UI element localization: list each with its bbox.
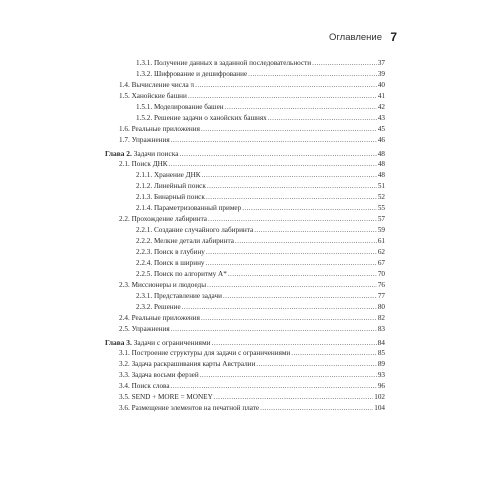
toc-entry-label [119,324,170,335]
toc-entry-title: 1.7. Упражнения [119,136,170,144]
toc-entry-page: 45 [377,125,385,133]
toc-entry[interactable] [136,113,385,124]
toc-entry[interactable] [136,58,385,69]
toc-entry-page: 51 [377,182,385,190]
dot-leader [256,359,376,370]
toc-entry[interactable] [119,359,385,370]
toc-entry-label [136,170,201,181]
toc-entry[interactable] [119,135,385,146]
toc-entry-title: 2.5. Упражнения [119,325,170,333]
toc-entry-title: 2.3. Миссионеры и людоеды [119,281,207,289]
toc-entry[interactable] [119,348,385,359]
toc-entry-page: 37 [377,59,385,67]
dot-leader [171,135,377,146]
dot-leader [248,69,377,80]
dot-leader [200,370,377,381]
toc-chapter-entry[interactable] [105,337,385,348]
toc-entry[interactable] [119,91,385,102]
toc-entry-title: 1.3.2. Шифрование и дешифрование [136,70,248,78]
toc-entry-title: 3.2. Задача раскрашивания карты Австралии [119,360,256,368]
toc-entry[interactable] [136,69,385,80]
toc-entry-label [119,91,187,102]
toc-entry-label [136,302,181,313]
toc-entry-label [119,348,290,359]
toc-entry[interactable] [119,159,385,170]
toc-entry[interactable] [136,302,385,313]
toc-entry-label [136,113,267,124]
dot-leader [214,392,373,403]
toc-entry-label [136,58,311,69]
dot-leader [260,403,373,414]
toc-entry-label [136,236,234,247]
dot-leader [268,113,377,124]
toc-entry-label [119,124,200,135]
toc-entry-title: 3.4. Поиск слова [119,382,170,390]
toc-entry-title: 1.3.1. Получение данных в заданной последовательности [136,59,312,67]
toc-entry-page: 42 [377,103,385,111]
dot-leader [201,313,377,324]
toc-entry-title: 2.2. Прохождение лабиринта [119,215,207,223]
toc-entry-label [119,135,170,146]
toc-entry[interactable] [136,192,385,203]
dot-leader [223,291,377,302]
toc-entry-page: 59 [377,226,385,234]
dot-leader [206,247,377,258]
toc-entry-title: 2.2.3. Поиск в глубину [136,248,205,256]
toc-entry[interactable] [119,370,385,381]
dot-leader [254,225,377,236]
dot-leader [312,58,377,69]
page-header [0,30,500,46]
toc-entry-page: 76 [377,281,385,289]
dot-leader [291,348,377,359]
toc-entry-page: 52 [377,193,385,201]
toc-entry[interactable] [119,381,385,392]
toc-entry-title: 2.1. Поиск ДНК [119,160,168,168]
dot-leader [169,159,377,170]
toc-entry[interactable] [136,102,385,113]
toc-entry-page: 41 [377,92,385,100]
toc-entry[interactable] [136,203,385,214]
toc-entry-page: 48 [377,160,385,168]
dot-leader [235,236,377,247]
toc-entry-page: 83 [377,325,385,333]
toc-entry-label [119,359,255,370]
dot-leader [188,91,377,102]
dot-leader [242,203,377,214]
toc-entry-label [136,102,224,113]
running-head-title: Оглавление [329,32,382,43]
toc-entry-page: 57 [377,215,385,223]
toc-entry-page: 77 [377,292,385,300]
toc-entry-title: 2.3.1. Представление задачи [136,292,222,300]
toc-entry-label [119,280,206,291]
toc-entry-label [119,80,194,91]
toc-entry-label [119,403,259,414]
toc-entry[interactable] [136,225,385,236]
toc-entry[interactable] [136,258,385,269]
toc-entry-page: 55 [377,204,385,212]
toc-entry[interactable] [136,181,385,192]
dot-leader [225,102,377,113]
toc-entry-title: 3.3. Задача восьми ферзей [119,371,199,379]
toc-entry-label [136,69,247,80]
toc-entry-label [119,214,207,225]
dot-leader [212,337,377,348]
toc-entry[interactable] [119,403,385,414]
toc-entry-label [105,337,211,348]
toc-entry-label [136,225,253,236]
dot-leader [171,381,377,392]
toc-entry-title: 2.3.2. Решение [136,303,181,311]
toc-entry-page: 85 [377,349,385,357]
toc-entry[interactable] [119,214,385,225]
toc-entry-title: 2.4. Реальные приложения [119,314,200,322]
toc-entry[interactable] [119,392,385,403]
toc-entry-title: 2.1.2. Линейный поиск [136,182,206,190]
toc-entry-title: 2.2.2. Мелкие детали лабиринта [136,237,234,245]
toc-entry-page: 67 [377,259,385,267]
toc-entry-page: 61 [377,237,385,245]
toc-entry-title: 2.1.1. Хранение ДНК [136,171,201,179]
toc-entry-page: 102 [374,393,385,401]
toc-entry-page: 39 [377,70,385,78]
dot-leader [206,258,377,269]
toc-entry-label [136,181,206,192]
dot-leader [201,124,377,135]
toc-entry[interactable] [119,280,385,291]
toc-entry-page: 70 [377,270,385,278]
toc-entry-label [136,258,205,269]
toc-entry-title: 2.2.5. Поиск по алгоритму A* [136,270,227,278]
toc-entry-title: 2.2.1. Создание случайного лабиринта [136,226,254,234]
toc-entry[interactable] [136,291,385,302]
toc-entry-label [119,392,213,403]
toc-entry-page: 48 [377,171,385,179]
toc-entry-label [119,381,170,392]
toc-entry-page: 96 [377,382,385,390]
toc-entry-title: 3.5. SEND + MORE = MONEY [119,393,213,401]
toc-entry-title: 3.6. Размещение элементов на печатной плате [119,404,260,412]
dot-leader [207,280,377,291]
dot-leader [206,192,377,203]
toc-entry-page: 89 [377,360,385,368]
toc-entry[interactable] [136,269,385,280]
toc-entry-label [136,291,222,302]
dot-leader [180,148,377,159]
toc-entry-label [136,269,227,280]
toc-entry[interactable] [136,170,385,181]
toc-entry-page: 46 [377,136,385,144]
toc-entry[interactable] [119,324,385,335]
toc-entry-title: 1.5.1. Моделирование башен [136,103,224,111]
toc-entry-page: 93 [377,371,385,379]
toc-chapter-entry[interactable] [105,148,385,159]
toc-entry-page: 43 [377,114,385,122]
dot-leader [207,181,377,192]
toc-entry-label [136,192,205,203]
toc-entry-title: 1.4. Вычисление числа π [119,81,195,89]
toc-entry[interactable] [119,313,385,324]
dot-leader [202,170,377,181]
toc-entry-title: 2.2.4. Поиск в ширину [136,259,205,267]
toc-entry-title: 3.1. Построение структуры для задачи с ограничениями [119,349,291,357]
toc-entry-page: 48 [377,149,385,158]
toc-entry-title: 1.5. Ханойские башни [119,92,187,100]
toc-entry-page: 104 [374,404,385,412]
dot-leader [195,80,377,91]
toc-entry-title: 1.6. Реальные приложения [119,125,200,133]
dot-leader [228,269,377,280]
dot-leader [208,214,377,225]
chapter-number: Глава 3. [105,338,132,347]
chapter-number: Глава 2. [105,149,132,158]
toc-entry-title: 2.1.3. Бинарный поиск [136,193,205,201]
toc-entry-title: Задачи поиска [131,149,179,158]
dot-leader [182,302,377,313]
toc-entry-page: 82 [377,314,385,322]
toc-entry[interactable] [136,236,385,247]
toc-entry-label [119,313,200,324]
toc-entry-page: 84 [377,338,385,347]
toc-entry-title: 2.1.4. Параметризованный пример [136,204,242,212]
toc-entry[interactable] [136,247,385,258]
toc-entry-title: Задачи с ограничениями [131,338,211,347]
toc-entry-label [119,370,199,381]
toc-entry-page: 40 [377,81,385,89]
toc-entry-label [105,148,179,159]
page-number: 7 [390,30,397,44]
toc-entry-label [119,159,168,170]
toc-entry-page: 80 [377,303,385,311]
toc-entry[interactable] [119,124,385,135]
toc-entry-label [136,203,241,214]
toc-entry-label [136,247,205,258]
toc-entry[interactable] [119,80,385,91]
dot-leader [171,324,377,335]
toc-entry-title: 1.5.2. Решение задачи о ханойских башнях [136,114,267,122]
toc-entry-page: 62 [377,248,385,256]
